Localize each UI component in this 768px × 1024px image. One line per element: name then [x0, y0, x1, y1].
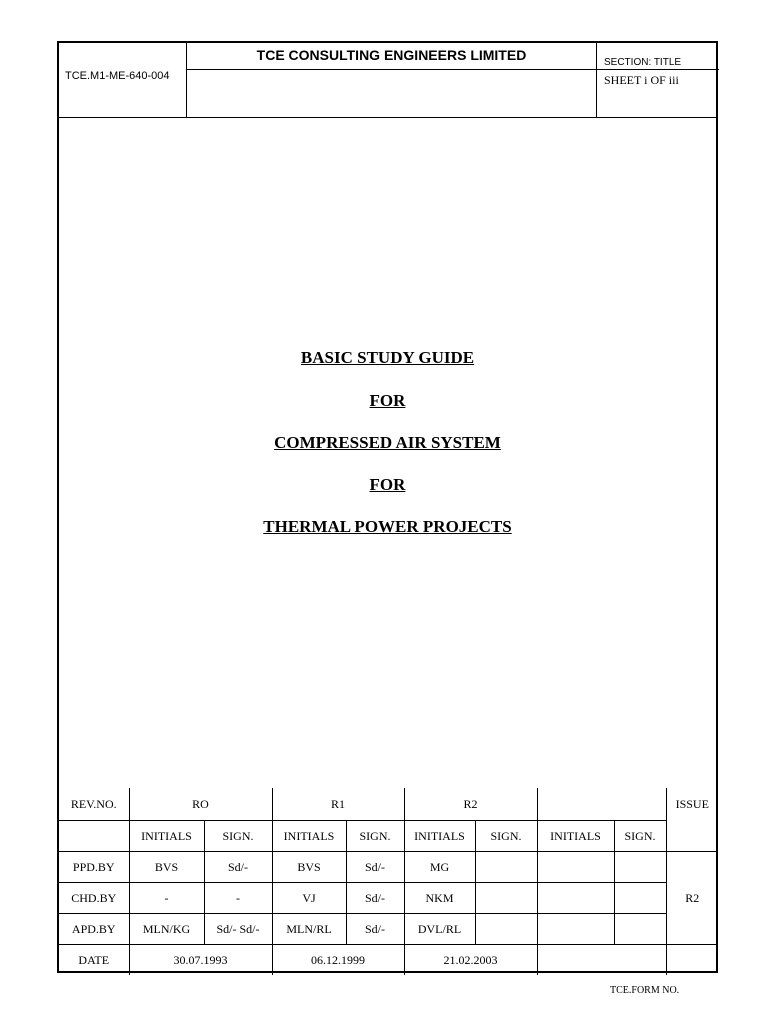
revision-table	[59, 788, 718, 975]
table-cell: NKM	[404, 883, 475, 914]
header-divider	[186, 69, 719, 70]
table-cell	[537, 883, 614, 914]
table-cell: -	[204, 883, 272, 914]
revision-cell: R1	[272, 788, 404, 821]
table-cell: -	[129, 883, 204, 914]
table-cell	[475, 852, 537, 883]
table-cell: BVS	[272, 852, 346, 883]
sheet-number: SHEET i OF iii	[604, 73, 679, 87]
table-cell: MLN/KG	[129, 914, 204, 945]
initials-label: INITIALS	[404, 821, 475, 852]
initials-label: INITIALS	[272, 821, 346, 852]
table-cell: DVL/RL	[404, 914, 475, 945]
initials-label: INITIALS	[537, 821, 614, 852]
date-label: DATE	[59, 945, 129, 976]
table-cell: Sd/-	[346, 883, 404, 914]
table-cell	[614, 852, 666, 883]
header-divider	[596, 43, 597, 117]
table-cell	[59, 821, 129, 852]
date-row	[59, 945, 718, 976]
document-number: TCE.M1-ME-640-004	[65, 70, 170, 82]
revision-header-row	[59, 788, 718, 821]
row-label: CHD.BY	[59, 883, 129, 914]
table-cell	[666, 821, 718, 852]
table-row	[59, 883, 718, 914]
table-cell: MLN/RL	[272, 914, 346, 945]
revision-cell: RO	[129, 788, 272, 821]
table-cell: BVS	[129, 852, 204, 883]
table-cell	[475, 914, 537, 945]
table-cell: Sd/-	[346, 914, 404, 945]
table-cell	[614, 883, 666, 914]
revision-cell	[537, 788, 666, 821]
title-line-5: THERMAL POWER PROJECTS	[263, 517, 512, 536]
table-cell	[475, 883, 537, 914]
table-cell: MG	[404, 852, 475, 883]
rev-no-label: REV.NO.	[59, 788, 129, 821]
issue-value: R2	[666, 852, 718, 945]
date-cell	[537, 945, 666, 976]
table-cell	[666, 945, 718, 976]
table-cell: Sd/- Sd/-	[204, 914, 272, 945]
date-cell: 30.07.1993	[129, 945, 272, 976]
title-line-3: COMPRESSED AIR SYSTEM	[274, 433, 501, 452]
issue-label: ISSUE	[666, 788, 718, 821]
table-cell: VJ	[272, 883, 346, 914]
title-line-1: BASIC STUDY GUIDE	[300, 348, 475, 367]
table-cell: Sd/-	[204, 852, 272, 883]
table-cell	[537, 914, 614, 945]
row-label: PPD.BY	[59, 852, 129, 883]
table-cell	[537, 852, 614, 883]
form-number: TCE.FORM NO.	[610, 985, 680, 996]
company-name: TCE CONSULTING ENGINEERS LIMITED	[256, 47, 527, 63]
title-line-2: FOR	[369, 391, 406, 410]
table-row	[59, 852, 718, 883]
date-cell: 21.02.2003	[404, 945, 537, 976]
sign-label: SIGN.	[475, 821, 537, 852]
section-label: SECTION: TITLE	[604, 57, 682, 68]
table-row	[59, 914, 718, 945]
header-divider	[59, 117, 718, 118]
date-cell: 06.12.1999	[272, 945, 404, 976]
title-sheet-frame	[57, 41, 718, 973]
initials-label: INITIALS	[129, 821, 204, 852]
title-line-4: FOR	[369, 475, 406, 494]
sign-label: SIGN.	[614, 821, 666, 852]
sign-label: SIGN.	[204, 821, 272, 852]
initials-sign-row	[59, 821, 718, 852]
revision-cell: R2	[404, 788, 537, 821]
sign-label: SIGN.	[346, 821, 404, 852]
table-cell: Sd/-	[346, 852, 404, 883]
row-label: APD.BY	[59, 914, 129, 945]
table-cell	[614, 914, 666, 945]
